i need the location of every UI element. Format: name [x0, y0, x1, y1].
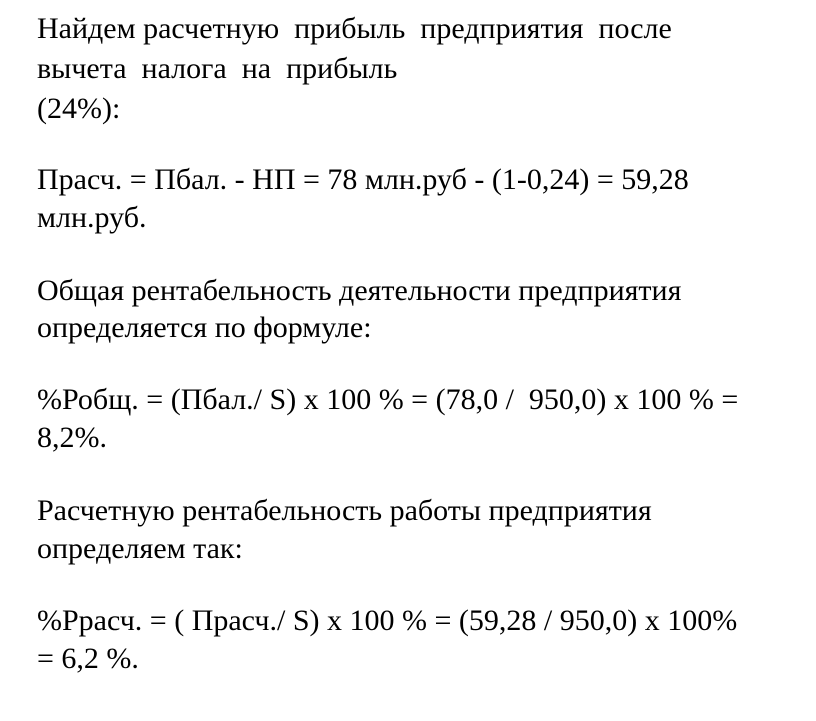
text-line: определяем так:	[37, 532, 243, 565]
text-line: Найдем расчетную прибыль предприятия после	[37, 12, 672, 45]
formula-line: %Робщ. = (Пбал./ S) х 100 % = (78,0 / 950,0) х 100 % =	[37, 383, 739, 416]
formula-line: млн.руб.	[37, 201, 147, 234]
formula-line: %Ррасч. = ( Прасч./ S) х 100 % = (59,28 / 950,0) х 100%	[37, 604, 738, 637]
formula-line: = 6,2 %.	[37, 642, 139, 675]
formula-line: 8,2%.	[37, 421, 107, 454]
formula-line: Прасч. = Пбал. - НП = 78 млн.руб - (1-0,24) = 59,28	[37, 163, 689, 196]
text-line: (24%):	[37, 92, 121, 125]
text-line: Расчетную рентабельность работы предприятия	[37, 494, 652, 527]
text-line: Общая рентабельность деятельности предприятия	[37, 274, 682, 307]
text-line: определяется по формуле:	[37, 311, 372, 344]
text-line: вычета налога на прибыль	[37, 52, 398, 85]
